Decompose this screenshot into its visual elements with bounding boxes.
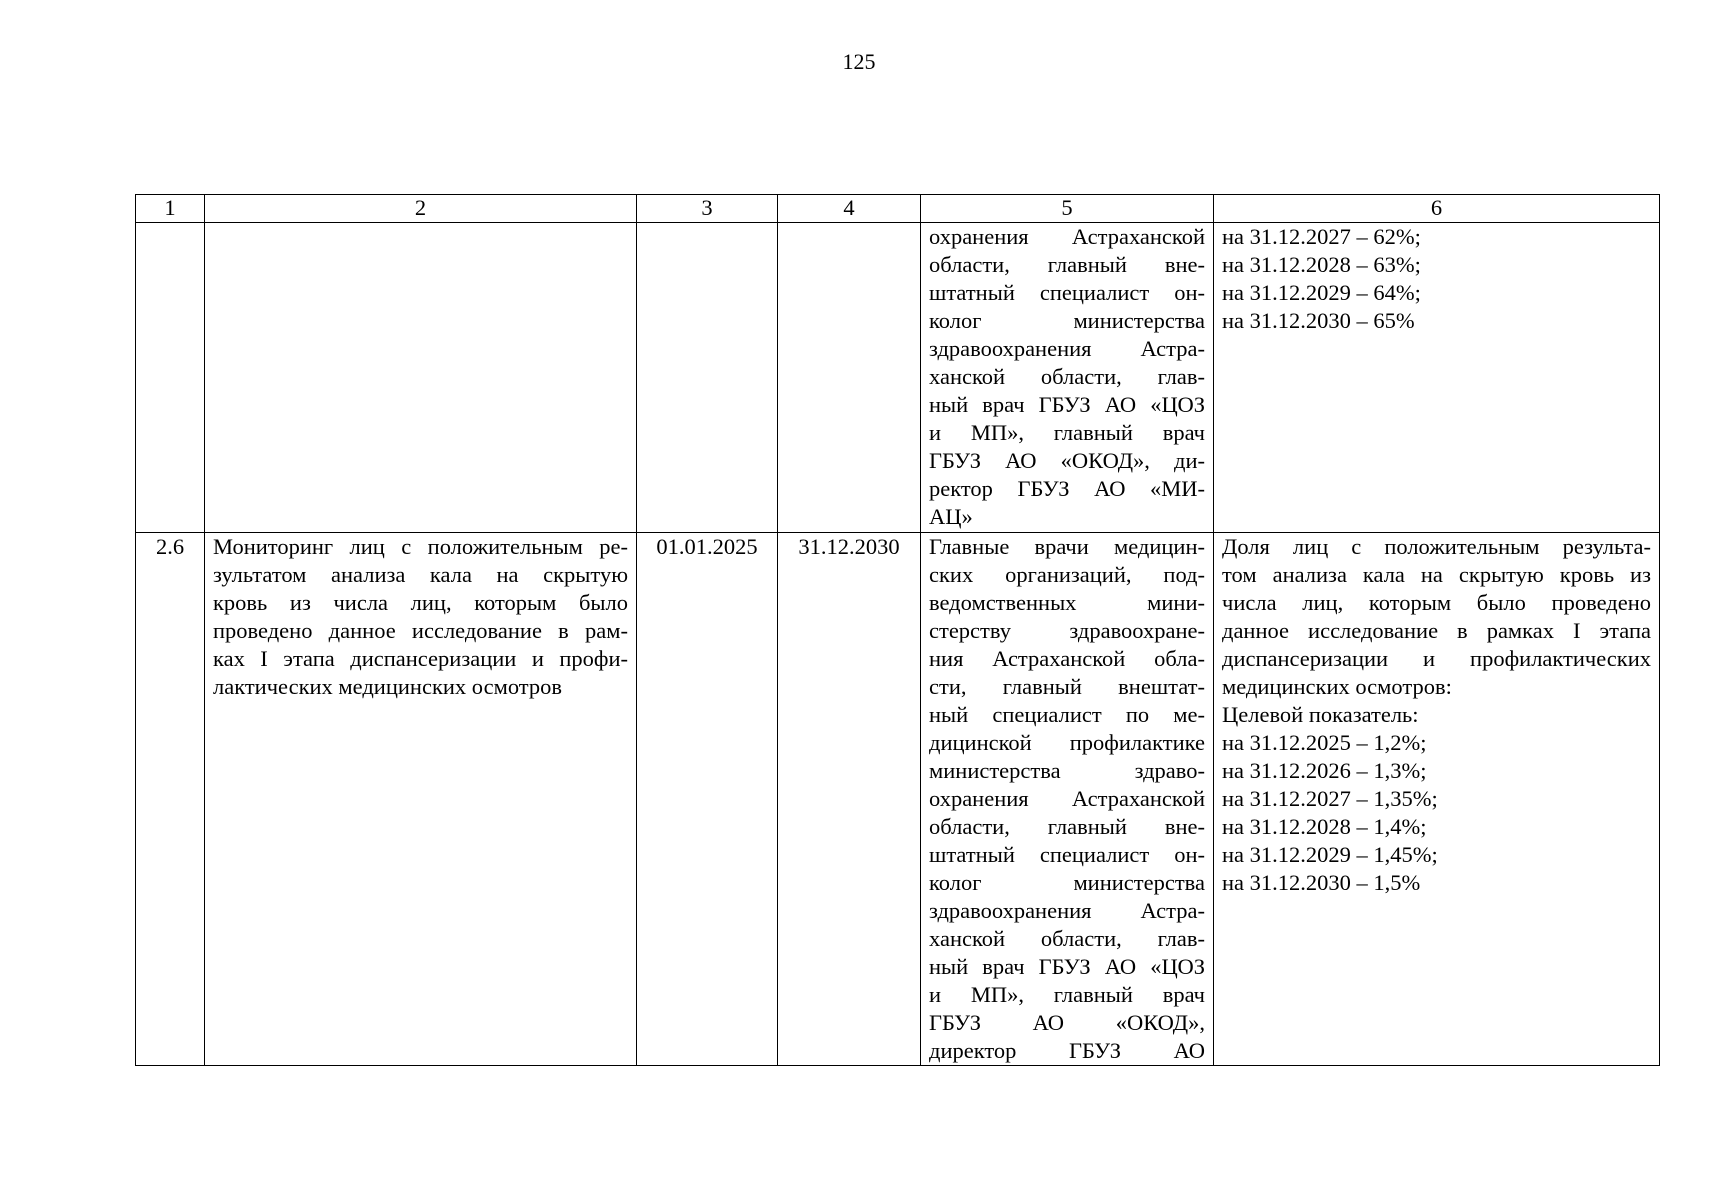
text-line: ГБУЗ АО «ОКОД», ди- xyxy=(929,448,1205,473)
text-line: и МП», главный врач xyxy=(929,982,1205,1007)
text-line: Мониторинг лиц с положительным ре- xyxy=(213,534,628,559)
continued-start-date-cell xyxy=(637,223,778,533)
text-line: области, главный вне- xyxy=(929,814,1205,839)
text-line: АЦ» xyxy=(929,504,973,529)
text-line: здравоохранения Астра- xyxy=(929,336,1205,361)
text-line: ских организаций, под- xyxy=(929,562,1205,587)
text-line: дицинской профилактике xyxy=(929,730,1205,755)
text-line: области, главный вне- xyxy=(929,252,1205,277)
text-line: числа лиц, которым было проведено xyxy=(1222,590,1651,615)
row-responsible-cell xyxy=(921,533,1214,1066)
text-line: том анализа кала на скрытую кровь из xyxy=(1222,562,1651,587)
text-line: на 31.12.2030 – 65% xyxy=(1222,308,1415,333)
text-line: на 31.12.2028 – 63%; xyxy=(1222,252,1421,277)
text-line: кровь из числа лиц, которым было xyxy=(213,590,628,615)
text-line: на 31.12.2026 – 1,3%; xyxy=(1222,758,1427,783)
text-line: данное исследование в рамках I этапа xyxy=(1222,618,1651,643)
text-line: диспансеризации и профилактических xyxy=(1222,646,1651,671)
column-header-2: 2 xyxy=(205,195,637,223)
row-description-cell xyxy=(205,533,637,1066)
text-line: ханской области, глав- xyxy=(929,926,1205,951)
text-line: ханской области, глав- xyxy=(929,364,1205,389)
text-line: Главные врачи медицин- xyxy=(929,534,1205,559)
row-start-date-cell: 01.01.2025 xyxy=(637,533,778,1066)
table-row-2-6 xyxy=(136,533,1660,1066)
text-line: на 31.12.2027 – 1,35%; xyxy=(1222,786,1438,811)
text-line: ведомственных мини- xyxy=(929,590,1205,615)
text-line: на 31.12.2027 – 62%; xyxy=(1222,224,1421,249)
responsible-text-block xyxy=(929,533,1205,1065)
text-line: сти, главный внештат- xyxy=(929,674,1205,699)
text-line: медицинских осмотров: xyxy=(1222,674,1452,699)
text-line: зультатом анализа кала на скрытую xyxy=(213,562,628,587)
text-line: и МП», главный врач xyxy=(929,420,1205,445)
text-line: на 31.12.2028 – 1,4%; xyxy=(1222,814,1427,839)
text-line: ния Астраханской обла- xyxy=(929,646,1205,671)
text-line: колог министерства xyxy=(929,308,1205,333)
page-number: 125 xyxy=(842,49,876,74)
continued-number-cell xyxy=(136,223,205,533)
text-line: стерству здравоохране- xyxy=(929,618,1205,643)
row-end-date-cell: 31.12.2030 xyxy=(778,533,921,1066)
row-indicator-cell xyxy=(1214,533,1660,1066)
text-line: директор ГБУЗ АО xyxy=(929,1038,1205,1063)
column-header-5: 5 xyxy=(921,195,1214,223)
table-row-continued xyxy=(136,223,1660,533)
text-line: на 31.12.2029 – 1,45%; xyxy=(1222,842,1438,867)
continued-responsible-cell xyxy=(921,223,1214,533)
text-line: ректор ГБУЗ АО «МИ- xyxy=(929,476,1205,501)
text-line: ный врач ГБУЗ АО «ЦОЗ xyxy=(929,954,1205,979)
column-header-3: 3 xyxy=(637,195,778,223)
continued-end-date-cell xyxy=(778,223,921,533)
text-line: штатный специалист он- xyxy=(929,280,1205,305)
text-line: ках I этапа диспансеризации и профи- xyxy=(213,646,628,671)
continued-indicator-cell xyxy=(1214,223,1660,533)
text-line: здравоохранения Астра- xyxy=(929,898,1205,923)
text-line: на 31.12.2030 – 1,5% xyxy=(1222,870,1421,895)
column-header-6: 6 xyxy=(1214,195,1660,223)
measures-table xyxy=(135,194,1660,1066)
text-line: Целевой показатель: xyxy=(1222,702,1419,727)
text-line: на 31.12.2025 – 1,2%; xyxy=(1222,730,1427,755)
text-line: на 31.12.2029 – 64%; xyxy=(1222,280,1421,305)
text-line: лактических медицинских осмотров xyxy=(213,674,563,699)
text-line: штатный специалист он- xyxy=(929,842,1205,867)
column-header-4: 4 xyxy=(778,195,921,223)
text-line: Доля лиц с положительным результа- xyxy=(1222,534,1651,559)
text-line: министерства здраво- xyxy=(929,758,1205,783)
text-line: колог министерства xyxy=(929,870,1205,895)
continued-description-cell xyxy=(205,223,637,533)
row-number-cell: 2.6 xyxy=(136,533,205,1066)
text-line: охранения Астраханской xyxy=(929,786,1205,811)
text-line: ный врач ГБУЗ АО «ЦОЗ xyxy=(929,392,1205,417)
table-header-row xyxy=(136,195,1660,223)
text-line: ный специалист по ме- xyxy=(929,702,1205,727)
text-line: охранения Астраханской xyxy=(929,224,1205,249)
text-line: проведено данное исследование в рам- xyxy=(213,618,628,643)
column-header-1: 1 xyxy=(136,195,205,223)
text-line: ГБУЗ АО «ОКОД», xyxy=(929,1010,1205,1035)
